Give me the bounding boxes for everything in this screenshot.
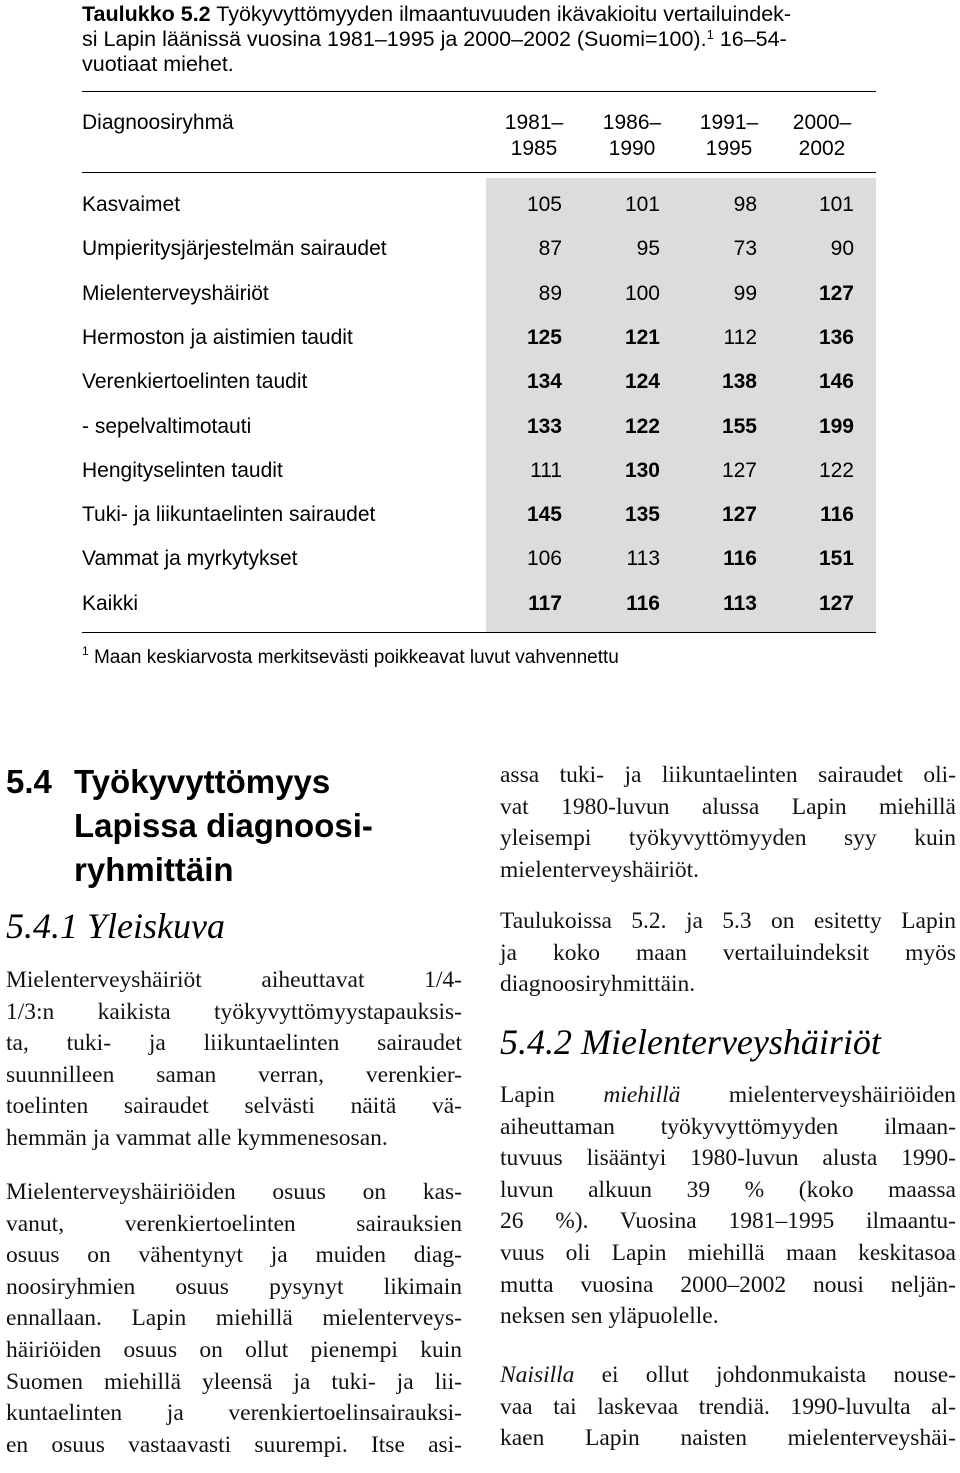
- row-value: 133: [526, 414, 562, 438]
- text-run: mielenterveyshäiriöiden: [728, 1082, 957, 1108]
- paragraph-line: Mielenterveyshäiriöiden osuus on kas-: [6, 1179, 462, 1205]
- caption-footnote-mark: 1: [706, 27, 714, 42]
- paragraph-line: kaen Lapin naisten mielenterveyshäi-: [500, 1425, 956, 1452]
- row-value: 89: [538, 281, 562, 305]
- table-row: [82, 544, 876, 574]
- table-row: [82, 589, 876, 619]
- row-value: 145: [526, 503, 562, 527]
- paragraph-line: en osuus vastaavasti suurempi. Itse asi-: [6, 1431, 462, 1458]
- paragraph-line: suunnilleen saman verran, verenkier-: [6, 1061, 462, 1088]
- period-4-bottom: 2002: [798, 137, 846, 160]
- row-value: 101: [818, 193, 854, 216]
- row-label: Hengityselinten taudit: [82, 458, 283, 482]
- row-value: 138: [721, 370, 757, 394]
- row-label: Verenkiertoelinten taudit: [82, 370, 308, 394]
- paragraph-line: [500, 1360, 956, 1392]
- row-label: Umpieritysjärjestelmän sairaudet: [82, 237, 387, 261]
- paragraph-right-3: [500, 1080, 956, 1333]
- table-caption: [82, 2, 882, 77]
- paragraph-line: Suomen miehillä yleensä ja tuki- ja lii-: [6, 1368, 462, 1395]
- paragraph-right-4: [500, 1360, 956, 1455]
- row-value: 101: [624, 193, 660, 216]
- section-title-line1: Työkyvyttömyys: [74, 763, 331, 800]
- period-header-2: [587, 110, 677, 162]
- row-value: 99: [733, 281, 757, 305]
- row-value: 125: [526, 325, 562, 349]
- table-row: [82, 456, 876, 486]
- period-header-3: [684, 110, 774, 162]
- row-label: Mielenterveyshäiriöt: [82, 281, 269, 305]
- paragraph-line: vanut, verenkiertoelinten sairauksien: [6, 1210, 462, 1237]
- period-header-4: [777, 110, 867, 162]
- row-value: 122: [818, 458, 854, 482]
- row-value: 112: [723, 325, 757, 349]
- paragraph-line: Taulukoissa 5.2. ja 5.3 on esitetty Lapin: [500, 908, 956, 934]
- paragraph-line: mielenterveyshäiriöt.: [500, 856, 700, 883]
- paragraph-line: aiheuttaman työkyvyttömyyden ilmaan-: [500, 1113, 956, 1140]
- paragraph-line: häiriöiden osuus on ollut pienempi kuin: [6, 1336, 462, 1363]
- row-value: 124: [624, 370, 660, 394]
- paragraph-line: ennallaan. Lapin miehillä mielenterveys-: [6, 1305, 462, 1332]
- caption-line2: si Lapin läänissä vuosina 1981–1995 ja 2000–2002 (Suomi=100).: [82, 27, 707, 51]
- row-value: 127: [721, 503, 757, 527]
- row-value: 122: [624, 414, 660, 438]
- paragraph-line: neksen sen yläpuolelle.: [500, 1303, 719, 1330]
- row-value: 155: [721, 414, 757, 438]
- table-header-label: Diagnoosiryhmä: [82, 111, 234, 134]
- paragraph-line: Mielenterveyshäiriöt aiheuttavat 1/4-: [6, 967, 462, 993]
- row-value: 116: [626, 591, 660, 615]
- row-label: - sepelvaltimotauti: [82, 414, 252, 438]
- row-value: 105: [526, 193, 562, 216]
- footnote-text: Maan keskiarvosta merkitsevästi poikkeavat luvut vahvennettu: [93, 647, 619, 668]
- row-value: 113: [626, 547, 660, 571]
- row-value: 121: [624, 325, 660, 349]
- emphasis-text: Naisilla: [500, 1362, 575, 1388]
- row-value: 127: [818, 591, 854, 615]
- caption-label: Taulukko 5.2: [82, 2, 211, 26]
- table-row: [82, 323, 876, 353]
- paragraph-left-2: [6, 1177, 462, 1461]
- paragraph-line: diagnoosiryhmittäin.: [500, 971, 696, 998]
- row-value: 95: [636, 237, 660, 261]
- row-value: 116: [723, 547, 757, 571]
- period-1-top: 1981–: [504, 111, 564, 134]
- row-label: Hermoston ja aistimien taudit: [82, 325, 353, 349]
- paragraph-line: kuntaelinten ja verenkiertoelinsairauksi-: [6, 1400, 462, 1427]
- row-value: 199: [818, 414, 854, 438]
- paragraph-line: vuus oli Lapin miehillä maan keskitasoa: [500, 1239, 956, 1266]
- table-row: [82, 412, 876, 442]
- table-row: [82, 500, 876, 530]
- row-label: Kasvaimet: [82, 193, 181, 216]
- paragraph-right-2: [500, 906, 956, 1001]
- caption-line2-tail: 16–54-: [719, 27, 787, 51]
- row-value: 127: [721, 458, 757, 482]
- table-row: [82, 234, 876, 264]
- row-value: 151: [818, 547, 854, 571]
- row-value: 113: [723, 591, 757, 615]
- paragraph-line: toelinten sairaudet selvästi näitä vä-: [6, 1093, 462, 1120]
- row-label: Vammat ja myrkytykset: [82, 547, 298, 571]
- section-title-line3: ryhmittäin: [74, 851, 234, 888]
- emphasis-text: miehillä: [603, 1082, 681, 1108]
- table-top-rule: [82, 91, 876, 92]
- paragraph-right-1: [500, 760, 956, 886]
- period-3-top: 1991–: [699, 111, 759, 134]
- section-heading: [6, 760, 476, 892]
- row-value: 116: [820, 503, 854, 527]
- row-label: Kaikki: [82, 591, 139, 615]
- row-value: 127: [818, 281, 854, 305]
- row-value: 117: [528, 591, 562, 615]
- row-value: 135: [624, 503, 660, 527]
- row-value: 100: [624, 281, 660, 305]
- period-4-top: 2000–: [792, 111, 852, 134]
- period-2-top: 1986–: [602, 111, 662, 134]
- paragraph-line: osuus on vähentynyt ja muiden diag-: [6, 1242, 462, 1269]
- paragraph-line: vat 1980-luvun alussa Lapin miehillä: [500, 793, 956, 820]
- row-value: 146: [818, 370, 854, 394]
- paragraph-line: yleisempi työkyvyttömyyden syy kuin: [500, 825, 956, 852]
- row-value: 134: [526, 370, 562, 394]
- row-label: Tuki- ja liikuntaelinten sairaudet: [82, 503, 376, 527]
- paragraph-line: assa tuki- ja liikuntaelinten sairaudet oli-: [500, 762, 956, 788]
- paragraph-line: mutta vuosina 2000–2002 nousi neljän-: [500, 1271, 956, 1298]
- section-number: 5.4: [6, 763, 52, 800]
- paragraph-line: hemmän ja vammat alle kymmenesosan.: [6, 1124, 388, 1151]
- text-run: Lapin: [500, 1082, 555, 1108]
- period-3-bottom: 1995: [705, 137, 753, 160]
- table-row: [82, 279, 876, 309]
- paragraph-line: 26 %). Vuosina 1981–1995 ilmaantu-: [500, 1208, 956, 1235]
- paragraph-line: ta, tuki- ja liikuntaelinten sairaudet: [6, 1030, 462, 1057]
- table-footnote: [82, 646, 619, 670]
- table-header-rule: [82, 172, 876, 173]
- row-value: 73: [733, 237, 757, 261]
- row-value: 98: [733, 193, 757, 216]
- table-bottom-rule: [82, 632, 876, 633]
- period-1-bottom: 1985: [510, 137, 558, 160]
- subsection-heading-yleiskuva: 5.4.1 Yleiskuva: [6, 906, 225, 946]
- caption-line1: Työkyvyttömyyden ilmaantuvuuden ikävakioitu vertailuindek-: [216, 2, 792, 26]
- paragraph-line: tuvuus lisääntyi 1980-luvun alusta 1990-: [500, 1145, 956, 1172]
- subsection-heading-mielenterveys: 5.4.2 Mielenterveyshäiriöt: [500, 1022, 881, 1062]
- caption-line3: vuotiaat miehet.: [82, 52, 234, 76]
- paragraph-line: [500, 1080, 956, 1112]
- paragraph-line: noosiryhmien osuus pysynyt likimain: [6, 1273, 462, 1300]
- text-run: ei ollut johdonmukaista nouse-: [601, 1362, 956, 1388]
- section-title-line2: Lapissa diagnoosi-: [74, 807, 373, 844]
- table-row: [82, 367, 876, 397]
- paragraph-line: luvun alkuun 39 % (koko maassa: [500, 1176, 956, 1203]
- period-2-bottom: 1990: [608, 137, 656, 160]
- table-row: [82, 190, 876, 220]
- footnote-mark: 1: [82, 644, 89, 658]
- row-value: 136: [818, 325, 854, 349]
- paragraph-left-1: [6, 965, 462, 1155]
- row-value: 111: [530, 458, 562, 482]
- period-header-1: [489, 110, 579, 162]
- row-value: 130: [624, 458, 660, 482]
- paragraph-line: ja koko maan vertailuindeksit myös: [500, 939, 956, 966]
- paragraph-line: 1/3:n kaikista työkyvyttömyystapauksis-: [6, 998, 462, 1025]
- row-value: 106: [526, 547, 562, 571]
- paragraph-line: vaa tai laskevaa trendiä. 1990-luvulta al-: [500, 1393, 956, 1420]
- row-value: 87: [538, 237, 562, 261]
- row-value: 90: [830, 237, 854, 261]
